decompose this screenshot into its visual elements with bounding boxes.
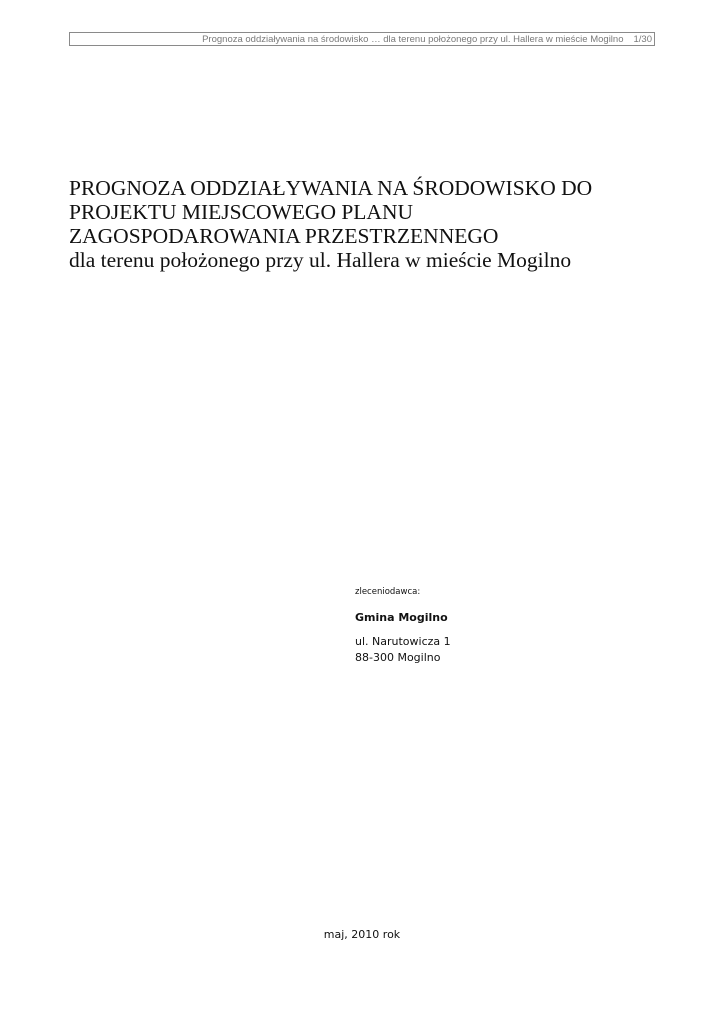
client-address bbox=[355, 634, 605, 666]
title-subtitle: dla terenu położonego przy ul. Hallera w mieście Mogilno bbox=[69, 248, 572, 272]
client-address-line-1: ul. Narutowicza 1 bbox=[355, 635, 451, 648]
client-block bbox=[355, 586, 605, 666]
title-line-3: ZAGOSPODAROWANIA PRZESTRZENNEGO bbox=[69, 224, 499, 248]
client-name: Gmina Mogilno bbox=[355, 611, 448, 624]
running-header bbox=[69, 32, 655, 46]
title-line-2: PROJEKTU MIEJSCOWEGO PLANU bbox=[69, 200, 414, 224]
client-label: zleceniodawca: bbox=[355, 587, 421, 597]
client-address-line-2: 88-300 Mogilno bbox=[355, 651, 441, 664]
document-date: maj, 2010 rok bbox=[323, 928, 401, 941]
page-number: 1/30 bbox=[633, 33, 652, 45]
document-title bbox=[69, 176, 669, 272]
header-text: Prognoza oddziaływania na środowisko … dla terenu położonego przy ul. Hallera w mieście Mogilno bbox=[202, 33, 624, 45]
title-line-1: PROGNOZA ODDZIAŁYWANIA NA ŚRODOWISKO DO bbox=[69, 176, 593, 200]
